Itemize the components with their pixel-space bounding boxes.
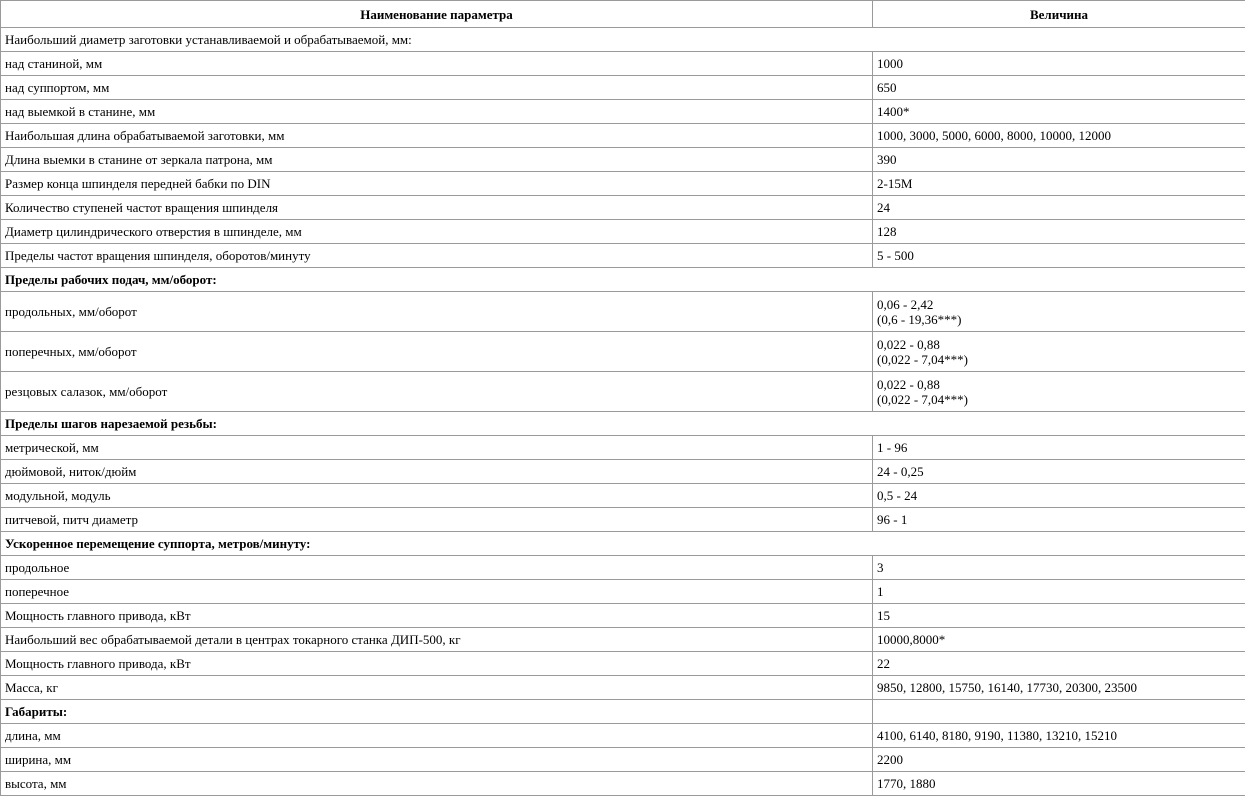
param-value: 10000,8000* xyxy=(873,628,1245,652)
table-row xyxy=(1,436,1245,460)
param-label: метрической, мм xyxy=(1,436,873,460)
param-label: резцовых салазок, мм/оборот xyxy=(1,372,873,412)
param-label: Мощность главного привода, кВт xyxy=(1,652,873,676)
value-line: 0,06 - 2,42 xyxy=(877,297,1241,312)
param-label: Диаметр цилиндрического отверстия в шпинделе, мм xyxy=(1,220,873,244)
param-value: 1400* xyxy=(873,100,1245,124)
table-row xyxy=(1,196,1245,220)
param-label: Длина выемки в станине от зеркала патрона, мм xyxy=(1,148,873,172)
spec-body xyxy=(1,28,1245,796)
param-value: 390 xyxy=(873,148,1245,172)
table-row xyxy=(1,676,1245,700)
table-row xyxy=(1,332,1245,372)
section-heading: Ускоренное перемещение суппорта, метров/минуту: xyxy=(1,532,1245,556)
param-value: 96 - 1 xyxy=(873,508,1245,532)
table-row xyxy=(1,484,1245,508)
param-value: 22 xyxy=(873,652,1245,676)
param-value: 9850, 12800, 15750, 16140, 17730, 20300, 23500 xyxy=(873,676,1245,700)
table-row xyxy=(1,124,1245,148)
section-heading: Пределы рабочих подач, мм/оборот: xyxy=(1,268,1245,292)
table-row xyxy=(1,292,1245,332)
param-value: 1770, 1880 xyxy=(873,772,1245,796)
param-value: 3 xyxy=(873,556,1245,580)
param-label: продольное xyxy=(1,556,873,580)
section-heading: Пределы шагов нарезаемой резьбы: xyxy=(1,412,1245,436)
param-label: Мощность главного привода, кВт xyxy=(1,604,873,628)
param-value: 2-15M xyxy=(873,172,1245,196)
table-row xyxy=(1,652,1245,676)
value-line-alt: (0,6 - 19,36***) xyxy=(877,312,1241,327)
param-label: продольных, мм/оборот xyxy=(1,292,873,332)
param-value: 24 xyxy=(873,196,1245,220)
empty-value-cell xyxy=(873,700,1245,724)
param-value: 1000 xyxy=(873,52,1245,76)
param-value xyxy=(873,332,1245,372)
param-label: ширина, мм xyxy=(1,748,873,772)
header-param: Наименование параметра xyxy=(1,1,873,28)
table-row xyxy=(1,460,1245,484)
param-label: Наибольший вес обрабатываемой детали в центрах токарного станка ДИП-500, кг xyxy=(1,628,873,652)
table-row xyxy=(1,172,1245,196)
table-row xyxy=(1,412,1245,436)
param-label: Размер конца шпинделя передней бабки по DIN xyxy=(1,172,873,196)
table-row xyxy=(1,52,1245,76)
param-value xyxy=(873,372,1245,412)
group-heading: Наибольший диаметр заготовки устанавливаемой и обрабатываемой, мм: xyxy=(1,28,1245,52)
param-label: длина, мм xyxy=(1,724,873,748)
param-label: над выемкой в станине, мм xyxy=(1,100,873,124)
header-row xyxy=(1,1,1245,28)
table-row xyxy=(1,148,1245,172)
param-label: модульной, модуль xyxy=(1,484,873,508)
param-value: 2200 xyxy=(873,748,1245,772)
table-row xyxy=(1,580,1245,604)
param-label: над суппортом, мм xyxy=(1,76,873,100)
param-label: Пределы частот вращения шпинделя, оборотов/минуту xyxy=(1,244,873,268)
table-row xyxy=(1,76,1245,100)
table-row xyxy=(1,100,1245,124)
param-label: высота, мм xyxy=(1,772,873,796)
param-value: 128 xyxy=(873,220,1245,244)
table-row xyxy=(1,724,1245,748)
param-value xyxy=(873,292,1245,332)
param-label: поперечных, мм/оборот xyxy=(1,332,873,372)
table-row xyxy=(1,244,1245,268)
section-heading: Габариты: xyxy=(1,700,873,724)
table-row xyxy=(1,772,1245,796)
param-value: 1000, 3000, 5000, 6000, 8000, 10000, 12000 xyxy=(873,124,1245,148)
param-label: Масса, кг xyxy=(1,676,873,700)
table-row xyxy=(1,532,1245,556)
table-row xyxy=(1,556,1245,580)
param-label: поперечное xyxy=(1,580,873,604)
param-value: 0,5 - 24 xyxy=(873,484,1245,508)
table-row xyxy=(1,220,1245,244)
param-value: 650 xyxy=(873,76,1245,100)
table-row xyxy=(1,268,1245,292)
value-line-alt: (0,022 - 7,04***) xyxy=(877,392,1241,407)
table-row xyxy=(1,628,1245,652)
param-value: 5 - 500 xyxy=(873,244,1245,268)
table-row xyxy=(1,372,1245,412)
table-row xyxy=(1,508,1245,532)
param-value: 1 xyxy=(873,580,1245,604)
param-label: над станиной, мм xyxy=(1,52,873,76)
table-row xyxy=(1,700,1245,724)
param-value: 4100, 6140, 8180, 9190, 11380, 13210, 15210 xyxy=(873,724,1245,748)
table-row xyxy=(1,604,1245,628)
table-row xyxy=(1,28,1245,52)
param-value: 24 - 0,25 xyxy=(873,460,1245,484)
value-line: 0,022 - 0,88 xyxy=(877,377,1241,392)
param-value: 15 xyxy=(873,604,1245,628)
value-line: 0,022 - 0,88 xyxy=(877,337,1241,352)
param-value: 1 - 96 xyxy=(873,436,1245,460)
param-label: Наибольшая длина обрабатываемой заготовки, мм xyxy=(1,124,873,148)
table-row xyxy=(1,748,1245,772)
param-label: Количество ступеней частот вращения шпинделя xyxy=(1,196,873,220)
param-label: питчевой, питч диаметр xyxy=(1,508,873,532)
value-line-alt: (0,022 - 7,04***) xyxy=(877,352,1241,367)
param-label: дюймовой, ниток/дюйм xyxy=(1,460,873,484)
header-value: Величина xyxy=(873,1,1245,28)
